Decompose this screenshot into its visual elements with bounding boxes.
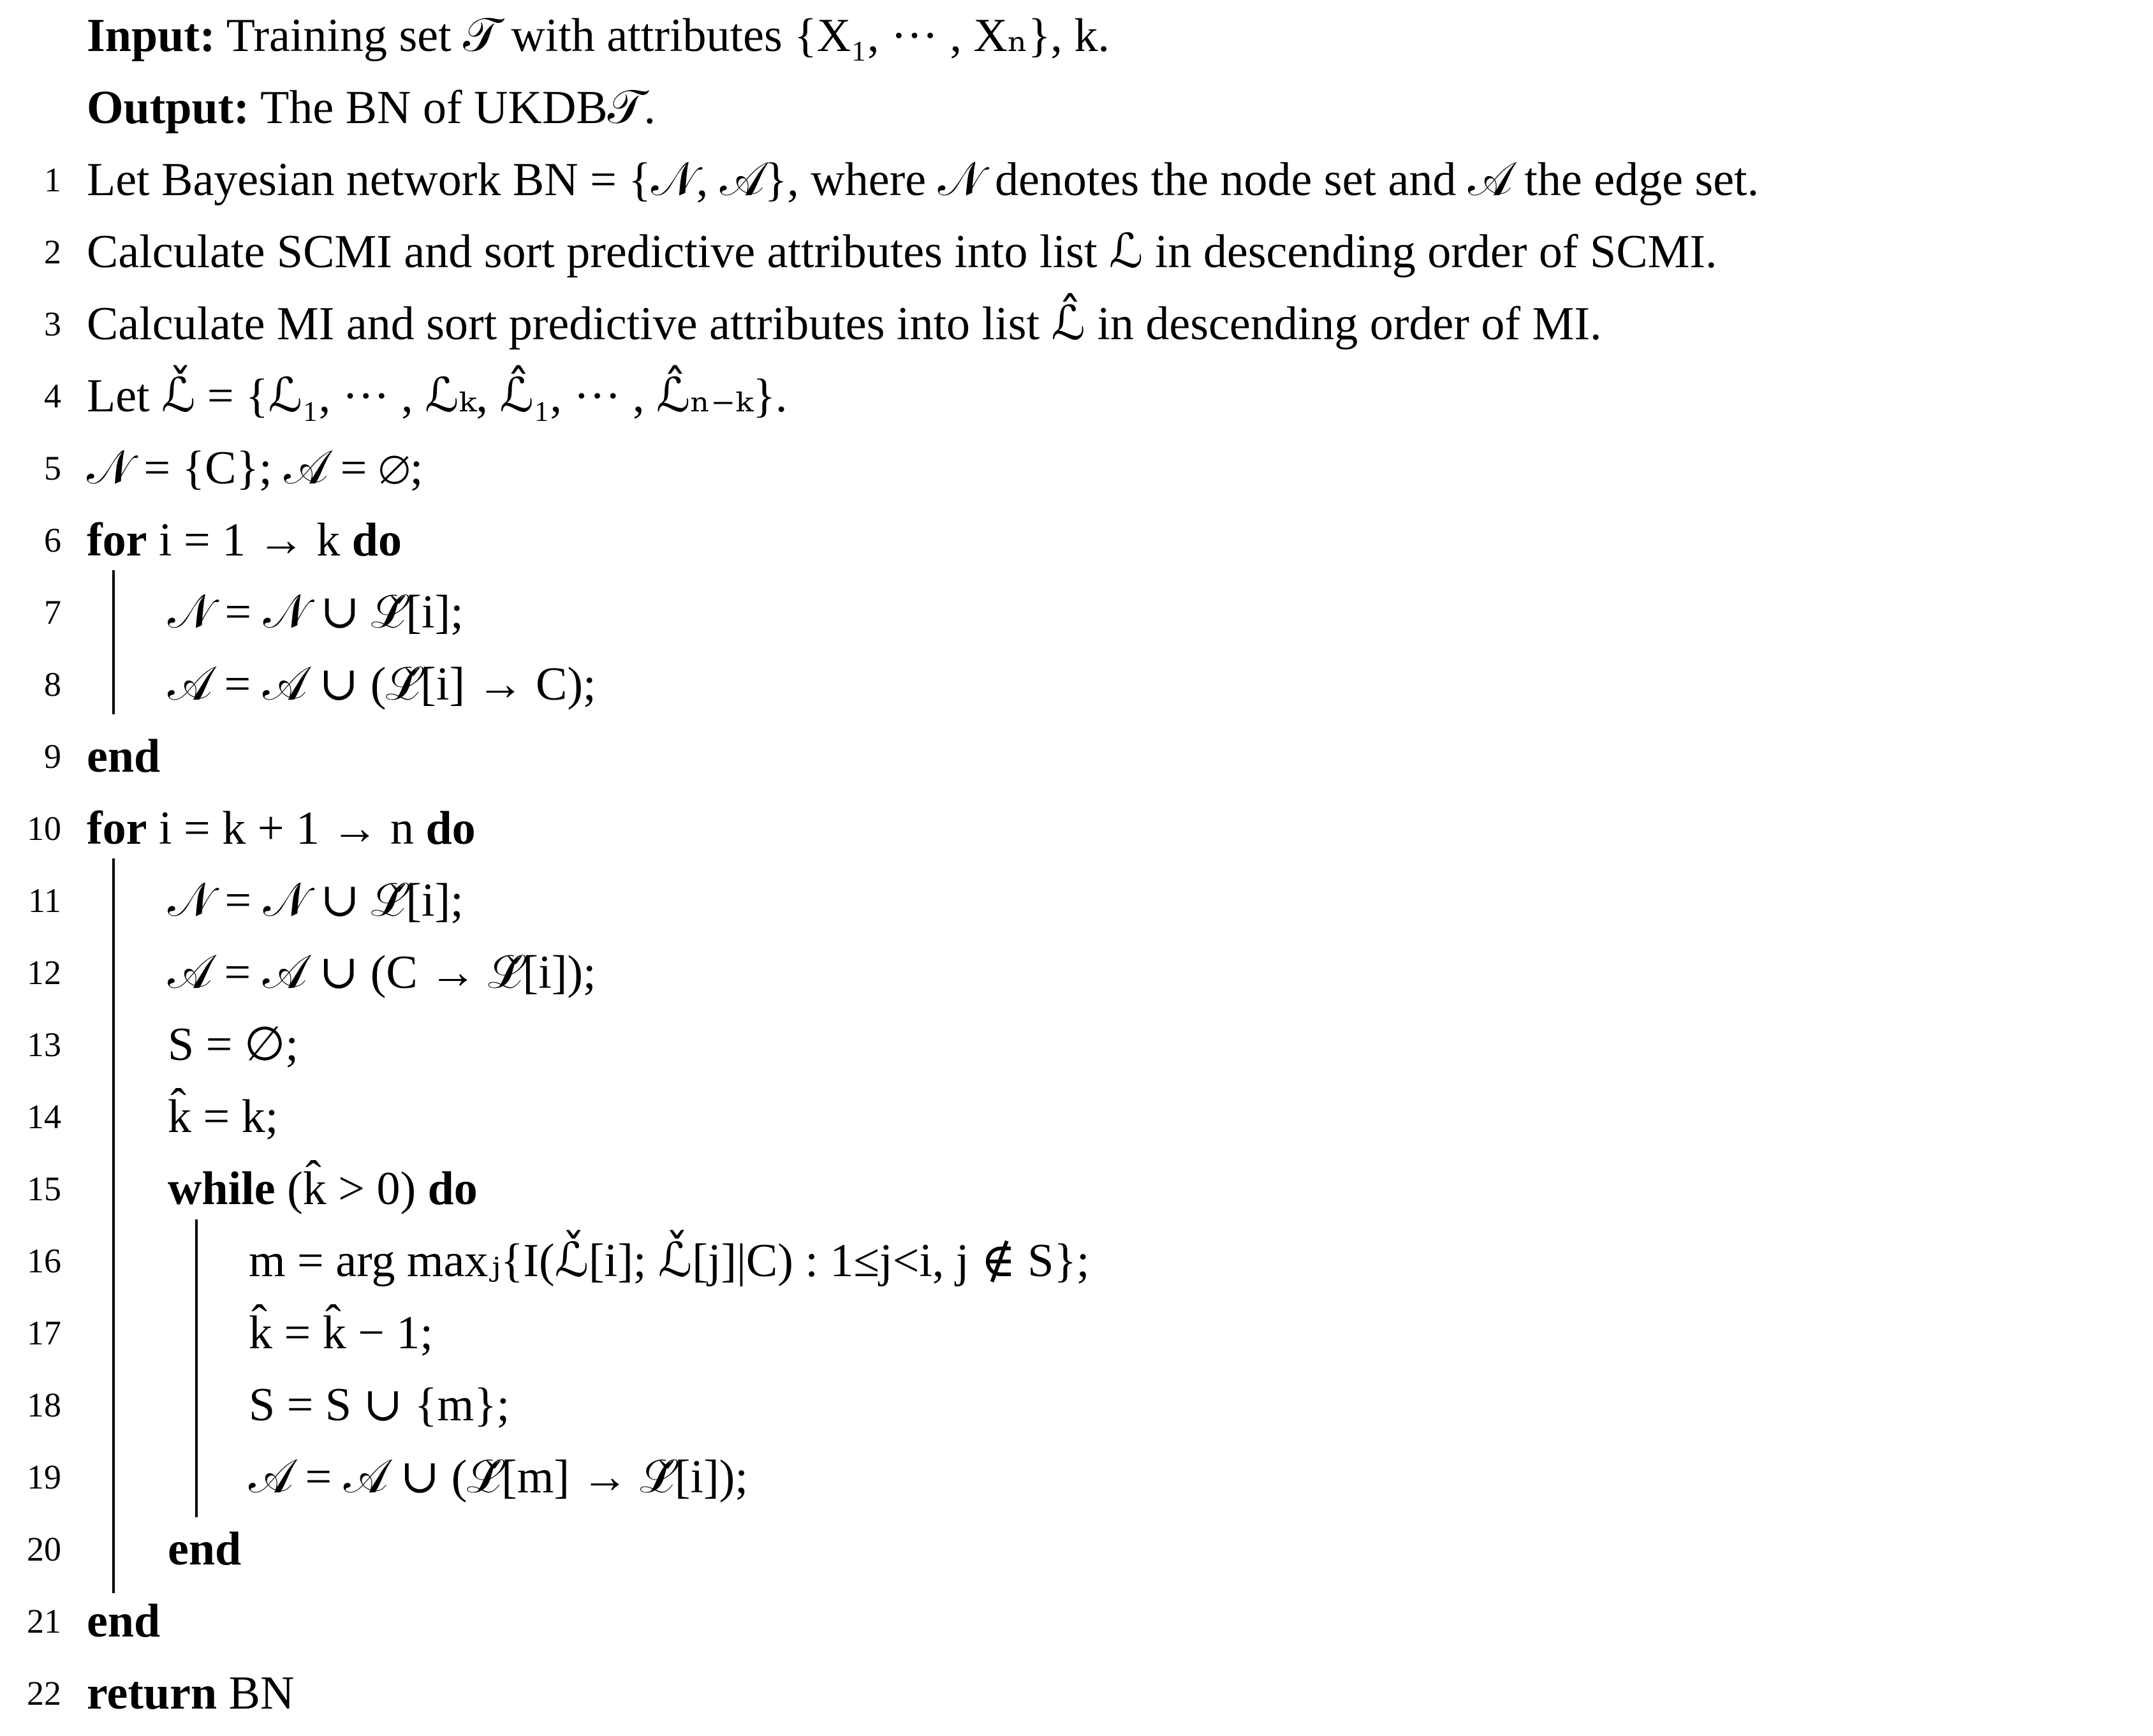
line-content	[168, 577, 464, 649]
statement-text: i = k + 1 → n	[147, 802, 426, 855]
algorithm-line	[0, 577, 2153, 649]
output-text: The BN of UKDB𝒯.	[260, 82, 656, 134]
algorithm-line	[0, 1009, 2153, 1081]
statement-text: m = arg maxⱼ{I(ℒ̌[i]; ℒ̌[j]|C) : 1≤j<i, j ∉ S};	[249, 1235, 1090, 1287]
statement-text: i = 1 → k	[147, 514, 352, 566]
line-content	[168, 1009, 298, 1081]
keyword: end	[168, 1523, 242, 1575]
statement-text: 𝒩 = 𝒩 ∪ ℒ̌[i];	[168, 874, 464, 927]
line-content	[87, 144, 1759, 216]
line-number: 2	[44, 233, 61, 271]
line-content	[168, 1513, 241, 1585]
input-text: Training set 𝒯 with attributes {X₁, ··· , Xₙ}, k.	[226, 10, 1110, 62]
line-content	[249, 1369, 510, 1441]
line-number: 10	[27, 809, 61, 848]
line-number: 15	[27, 1170, 61, 1208]
input-label: Input:	[87, 10, 216, 62]
algorithm-line	[0, 1225, 2153, 1297]
line-number: 4	[44, 377, 61, 415]
keyword: do	[425, 802, 476, 855]
line-number: 14	[27, 1098, 61, 1136]
line-content	[168, 1153, 478, 1225]
keyword: while	[168, 1163, 276, 1215]
line-content	[87, 504, 402, 577]
algorithm-line	[0, 1297, 2153, 1369]
line-number: 20	[27, 1530, 61, 1568]
algorithm-line	[0, 1441, 2153, 1513]
line-content	[249, 1225, 1089, 1297]
algorithm-line	[0, 793, 2153, 865]
algorithm-line	[0, 144, 2153, 216]
algorithm-line	[0, 1369, 2153, 1441]
output-line	[0, 72, 2153, 144]
line-content	[87, 1658, 294, 1730]
statement-text: Let ℒ̌ = {ℒ₁, ··· , ℒₖ, ℒ̂₁, ··· , ℒ̂ₙ₋ₖ}.	[87, 370, 788, 422]
algorithm-line	[0, 1081, 2153, 1153]
line-number: 18	[27, 1386, 61, 1424]
algorithm-line	[0, 216, 2153, 288]
line-content	[249, 1297, 433, 1369]
algorithm-line	[0, 865, 2153, 937]
line-number: 11	[28, 881, 61, 920]
statement-text: S = ∅;	[168, 1019, 298, 1071]
line-content	[87, 288, 1601, 360]
algorithm-line	[0, 1153, 2153, 1225]
algorithm-line	[0, 937, 2153, 1009]
line-content	[87, 360, 787, 432]
statement-text: 𝒜 = 𝒜 ∪ (ℒ̌[m] → ℒ̌[i]);	[249, 1451, 748, 1503]
line-number: 21	[27, 1602, 61, 1640]
line-number: 19	[27, 1458, 61, 1496]
statement-text: 𝒩 = {C}; 𝒜 = ∅;	[87, 442, 423, 494]
keyword: do	[351, 514, 402, 566]
line-number: 12	[27, 953, 61, 992]
keyword: do	[427, 1163, 478, 1215]
keyword: end	[87, 730, 161, 783]
for-loop-bar-2	[112, 858, 115, 1593]
algorithm-line	[0, 1513, 2153, 1585]
statement-text: Calculate SCMI and sort predictive attributes into list ℒ in descending order of SCMI.	[87, 226, 1717, 278]
line-content	[168, 937, 596, 1009]
algorithm-line	[0, 1658, 2153, 1730]
algorithm-line	[0, 1585, 2153, 1658]
statement-text: 𝒜 = 𝒜 ∪ (ℒ̌[i] → C);	[168, 658, 596, 710]
input-line	[0, 0, 2153, 72]
statement-text: BN	[217, 1667, 295, 1719]
algorithm-line	[0, 649, 2153, 721]
statement-text: Let Bayesian network BN = {𝒩, 𝒜}, where 𝒩 denotes the node set and 𝒜 the edge set.	[87, 154, 1760, 206]
line-number: 6	[44, 521, 61, 559]
line-number: 1	[44, 161, 61, 199]
line-content	[87, 721, 160, 793]
statement-text: 𝒜 = 𝒜 ∪ (C → ℒ̌[i]);	[168, 946, 596, 999]
algorithm-line	[0, 721, 2153, 793]
line-number: 22	[27, 1674, 61, 1712]
line-content	[168, 1081, 278, 1153]
line-content	[87, 793, 476, 865]
line-number: 3	[44, 305, 61, 343]
line-content	[87, 432, 423, 504]
output-label: Output:	[87, 82, 249, 134]
keyword: for	[87, 514, 147, 566]
algorithm-line	[0, 288, 2153, 360]
statement-text: Calculate MI and sort predictive attributes into list ℒ̂ in descending order of MI.	[87, 298, 1602, 350]
algorithm-line	[0, 360, 2153, 432]
while-loop-bar	[195, 1219, 198, 1517]
keyword: end	[87, 1595, 161, 1647]
keyword: for	[87, 802, 147, 855]
line-number: 16	[27, 1242, 61, 1280]
statement-text: S = S ∪ {m};	[249, 1379, 510, 1431]
line-number: 7	[44, 593, 61, 631]
line-content	[87, 1585, 160, 1658]
statement-text: 𝒩 = 𝒩 ∪ ℒ̌[i];	[168, 586, 464, 638]
line-content	[249, 1441, 748, 1513]
line-content	[87, 216, 1717, 288]
algorithm-line	[0, 432, 2153, 504]
line-number: 8	[44, 665, 61, 703]
line-content	[168, 865, 464, 937]
line-number: 13	[27, 1026, 61, 1064]
statement-text: k̂ = k;	[168, 1091, 279, 1143]
line-content	[168, 649, 596, 721]
for-loop-bar-1	[112, 570, 115, 714]
line-number: 5	[44, 449, 61, 487]
algorithm-line	[0, 504, 2153, 577]
statement-text: (k̂ > 0)	[275, 1163, 428, 1215]
line-number: 9	[44, 737, 61, 776]
statement-text: k̂ = k̂ − 1;	[249, 1307, 434, 1359]
keyword: return	[87, 1667, 217, 1719]
line-number: 17	[27, 1314, 61, 1352]
